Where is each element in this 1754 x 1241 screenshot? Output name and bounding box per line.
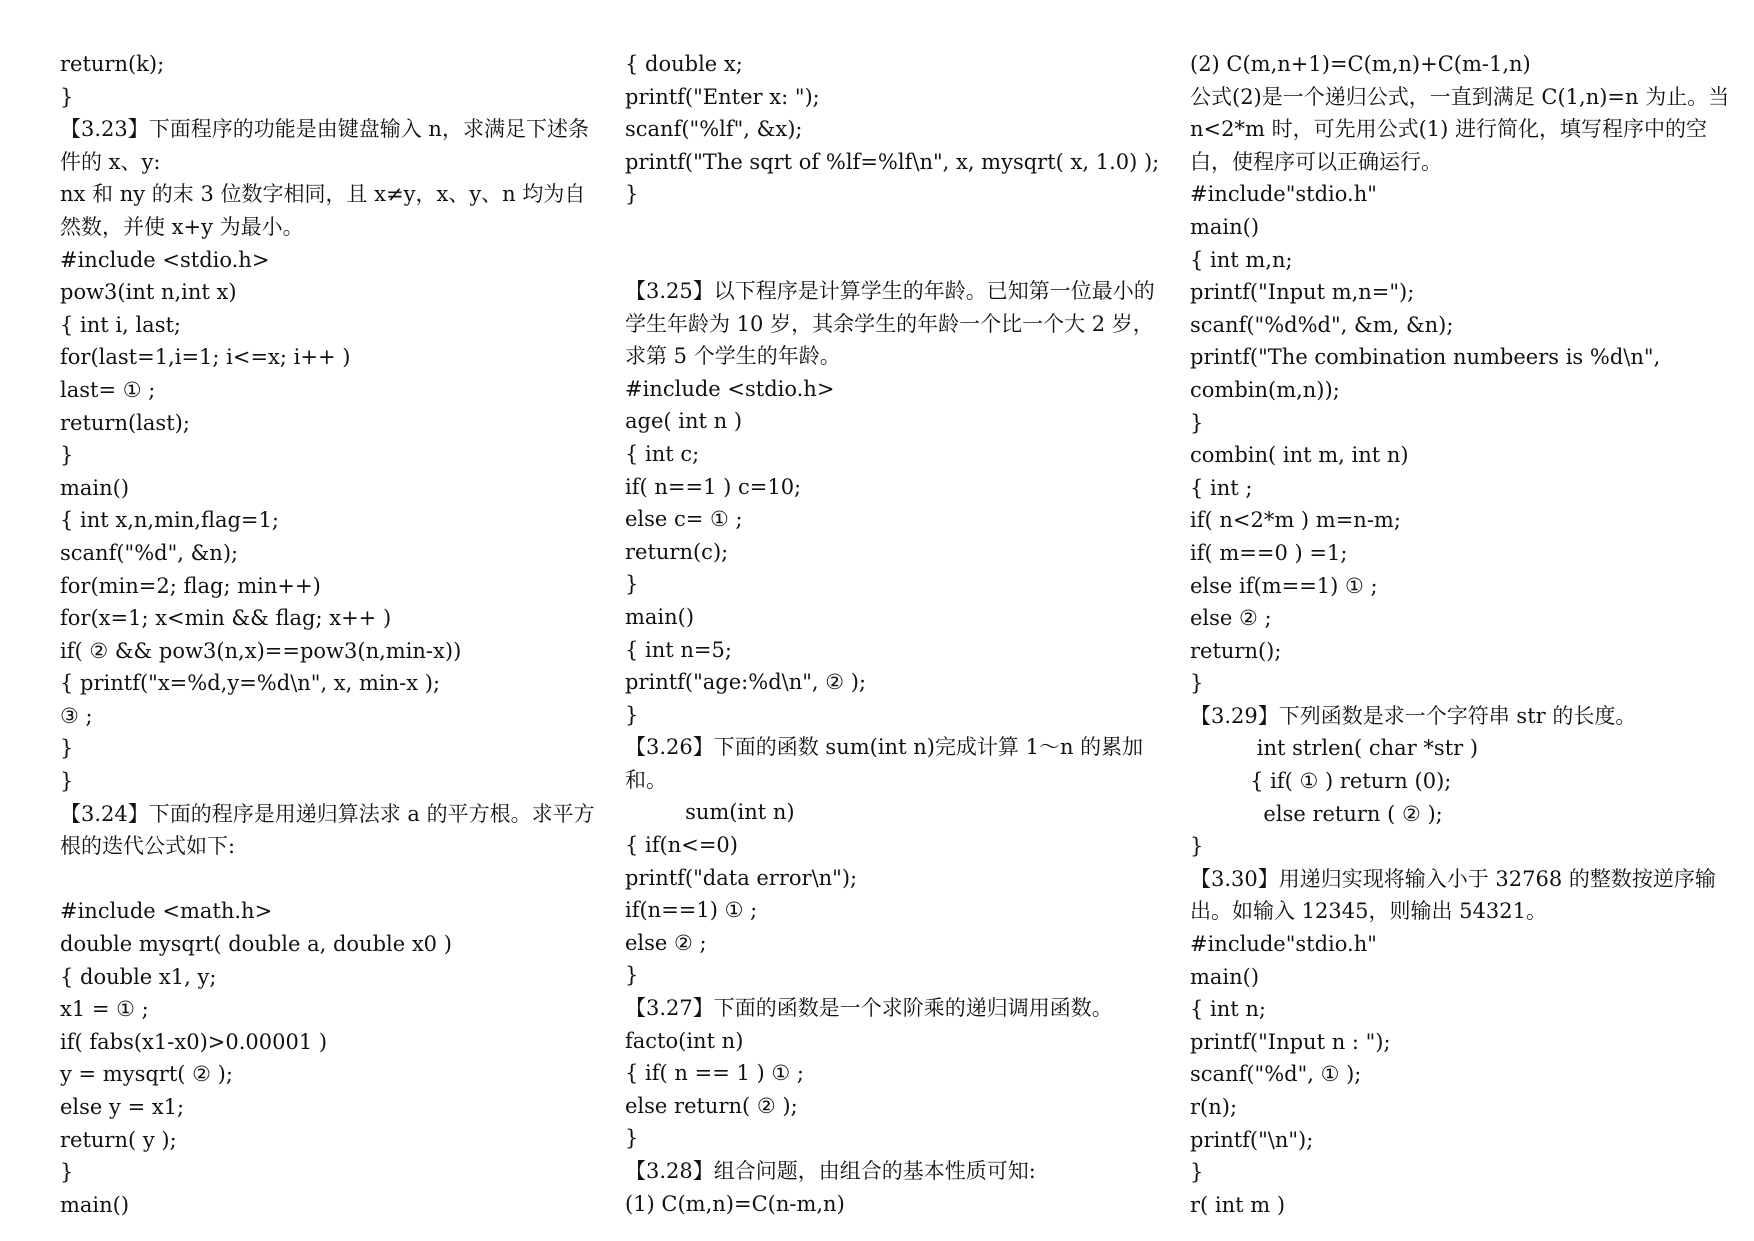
- code-line: }: [60, 736, 74, 761]
- code-line: int strlen( char *str ): [1190, 736, 1479, 761]
- code-line: printf("Input m,n=");: [1190, 280, 1415, 305]
- code-line: else c= ① ;: [625, 507, 743, 532]
- code-line: printf("The combination numbeers is %d\n", combin(m,n));: [1190, 345, 1661, 402]
- code-line: scanf("%d", ① );: [1190, 1062, 1362, 1087]
- column-middle: [625, 48, 1165, 1220]
- code-line: if( n<2*m ) m=n-m;: [1190, 508, 1401, 533]
- blank-line: [60, 863, 600, 896]
- problem-heading-3-27: 【3.27】下面的函数是一个求阶乘的递归调用函数。: [625, 996, 1113, 1021]
- code-line: { int i, last;: [60, 312, 181, 337]
- code-line: if( ② && pow3(n,x)==pow3(n,min-x)): [60, 638, 462, 663]
- code-line: #include"stdio.h": [1190, 182, 1377, 207]
- code-line: { if( ① ) return (0);: [1190, 769, 1452, 794]
- code-line: if(n==1) ① ;: [625, 898, 758, 923]
- code-line: #include <stdio.h>: [60, 247, 270, 272]
- code-line: { int m,n;: [1190, 247, 1293, 272]
- code-line: { int n;: [1190, 997, 1266, 1022]
- code-line: }: [1190, 1160, 1204, 1185]
- code-line: { double x1, y;: [60, 964, 217, 989]
- code-line: sum(int n): [625, 800, 795, 825]
- code-line: main(): [1190, 214, 1260, 239]
- code-line: ③ ;: [60, 703, 93, 728]
- code-line: }: [625, 963, 639, 988]
- code-line: age( int n ): [625, 409, 743, 434]
- code-line: printf("The sqrt of %lf=%lf\n", x, mysqrt( x, 1.0) );: [625, 149, 1160, 174]
- code-line: printf("data error\n");: [625, 865, 858, 890]
- code-line: else ② ;: [625, 930, 707, 955]
- code-line: main(): [60, 1192, 130, 1217]
- code-line: }: [1190, 410, 1204, 435]
- code-line: }: [625, 1126, 639, 1151]
- code-line: { int x,n,min,flag=1;: [60, 508, 279, 533]
- code-line: #include <math.h>: [60, 899, 273, 924]
- code-line: main(): [60, 475, 130, 500]
- problem-text: nx 和 ny 的末 3 位数字相同，且 x≠y，x、y、n 均为自然数，并使 x+y 为最小。: [60, 182, 586, 239]
- code-line: else return ( ② );: [1190, 801, 1443, 826]
- code-line: main(): [1190, 964, 1260, 989]
- code-line: #include <stdio.h>: [625, 376, 835, 401]
- code-line: return(last);: [60, 410, 190, 435]
- code-line: { int n=5;: [625, 637, 732, 662]
- code-line: double mysqrt( double a, double x0 ): [60, 932, 452, 957]
- code-line: #include"stdio.h": [1190, 932, 1377, 957]
- code-line: if( fabs(x1-x0)>0.00001 ): [60, 1029, 328, 1054]
- column-right: [1190, 48, 1740, 1221]
- spacer: [625, 211, 1165, 275]
- problem-heading-3-28: 【3.28】组合问题，由组合的基本性质可知:: [625, 1159, 1036, 1183]
- code-line: else if(m==1) ① ;: [1190, 573, 1378, 598]
- code-line: }: [60, 443, 74, 468]
- column-left: [60, 48, 600, 1221]
- code-line: for(last=1,i=1; i<=x; i++ ): [60, 345, 351, 370]
- code-line: }: [60, 84, 74, 109]
- code-line: main(): [625, 604, 695, 629]
- code-line: { int c;: [625, 441, 700, 466]
- code-line: }: [1190, 834, 1204, 859]
- formula-line: (1) C(m,n)=C(n-m,n): [625, 1191, 845, 1216]
- code-line: { printf("x=%d,y=%d\n", x, min-x );: [60, 671, 441, 696]
- code-line: }: [625, 572, 639, 597]
- problem-heading-3-29: 【3.29】下列函数是求一个字符串 str 的长度。: [1190, 703, 1637, 728]
- code-line: }: [625, 702, 639, 727]
- code-line: printf("age:%d\n", ② );: [625, 670, 867, 695]
- problem-heading-3-25: 【3.25】以下程序是计算学生的年龄。已知第一位最小的学生年龄为 10 岁，其余学生的年龄一个比一个大 2 岁，求第 5 个学生的年龄。: [625, 278, 1155, 369]
- code-line: scanf("%lf", &x);: [625, 117, 803, 142]
- code-line: }: [625, 182, 639, 207]
- code-line: return();: [1190, 638, 1282, 663]
- code-line: printf("Enter x: ");: [625, 84, 820, 109]
- code-line: else y = x1;: [60, 1095, 185, 1119]
- code-line: r(n);: [1190, 1095, 1238, 1119]
- code-line: for(min=2; flag; min++): [60, 573, 321, 598]
- problem-text: 公式(2)是一个递归公式，一直到满足 C(1,n)=n 为止。当 n<2*m 时，可先用公式(1) 进行简化，填写程序中的空白，使程序可以正确运行。: [1190, 84, 1730, 174]
- code-line: { int ;: [1190, 475, 1253, 500]
- code-line: if( n==1 ) c=10;: [625, 474, 802, 499]
- code-line: return(k);: [60, 52, 165, 76]
- problem-heading-3-30: 【3.30】用递归实现将输入小于 32768 的整数按逆序输出。如输入 12345，则输出 54321。: [1190, 866, 1716, 924]
- code-line: printf("Input n : ");: [1190, 1029, 1391, 1054]
- code-line: else return( ② );: [625, 1093, 798, 1118]
- formula-line: (2) C(m,n+1)=C(m,n)+C(m-1,n): [1190, 52, 1531, 76]
- code-line: if( m==0 ) =1;: [1190, 540, 1348, 565]
- problem-heading-3-23: 【3.23】下面程序的功能是由键盘输入 n，求满足下述条件的 x、y:: [60, 117, 589, 174]
- code-line: facto(int n): [625, 1028, 744, 1053]
- problem-heading-3-26: 【3.26】下面的函数 sum(int n)完成计算 1～n 的累加和。: [625, 735, 1144, 792]
- code-line: scanf("%d", &n);: [60, 540, 239, 565]
- code-line: }: [60, 769, 74, 794]
- code-line: y = mysqrt( ② );: [60, 1062, 233, 1087]
- code-line: else ② ;: [1190, 606, 1272, 631]
- code-line: r( int m ): [1190, 1192, 1286, 1217]
- code-line: last= ① ;: [60, 377, 156, 402]
- code-line: for(x=1; x<min && flag; x++ ): [60, 606, 392, 631]
- code-line: }: [1190, 671, 1204, 696]
- problem-heading-3-24: 【3.24】下面的程序是用递归算法求 a 的平方根。求平方根的迭代公式如下:: [60, 801, 595, 859]
- code-line: return(c);: [625, 539, 729, 564]
- code-line: { if(n<=0): [625, 833, 738, 858]
- code-line: return( y );: [60, 1127, 177, 1152]
- code-line: x1 = ① ;: [60, 997, 149, 1022]
- code-line: { double x;: [625, 52, 743, 76]
- code-line: scanf("%d%d", &m, &n);: [1190, 312, 1454, 337]
- code-line: printf("\n");: [1190, 1127, 1314, 1152]
- code-line: }: [60, 1160, 74, 1185]
- code-line: pow3(int n,int x): [60, 280, 237, 305]
- code-line: { if( n == 1 ) ① ;: [625, 1061, 804, 1086]
- code-line: combin( int m, int n): [1190, 443, 1409, 468]
